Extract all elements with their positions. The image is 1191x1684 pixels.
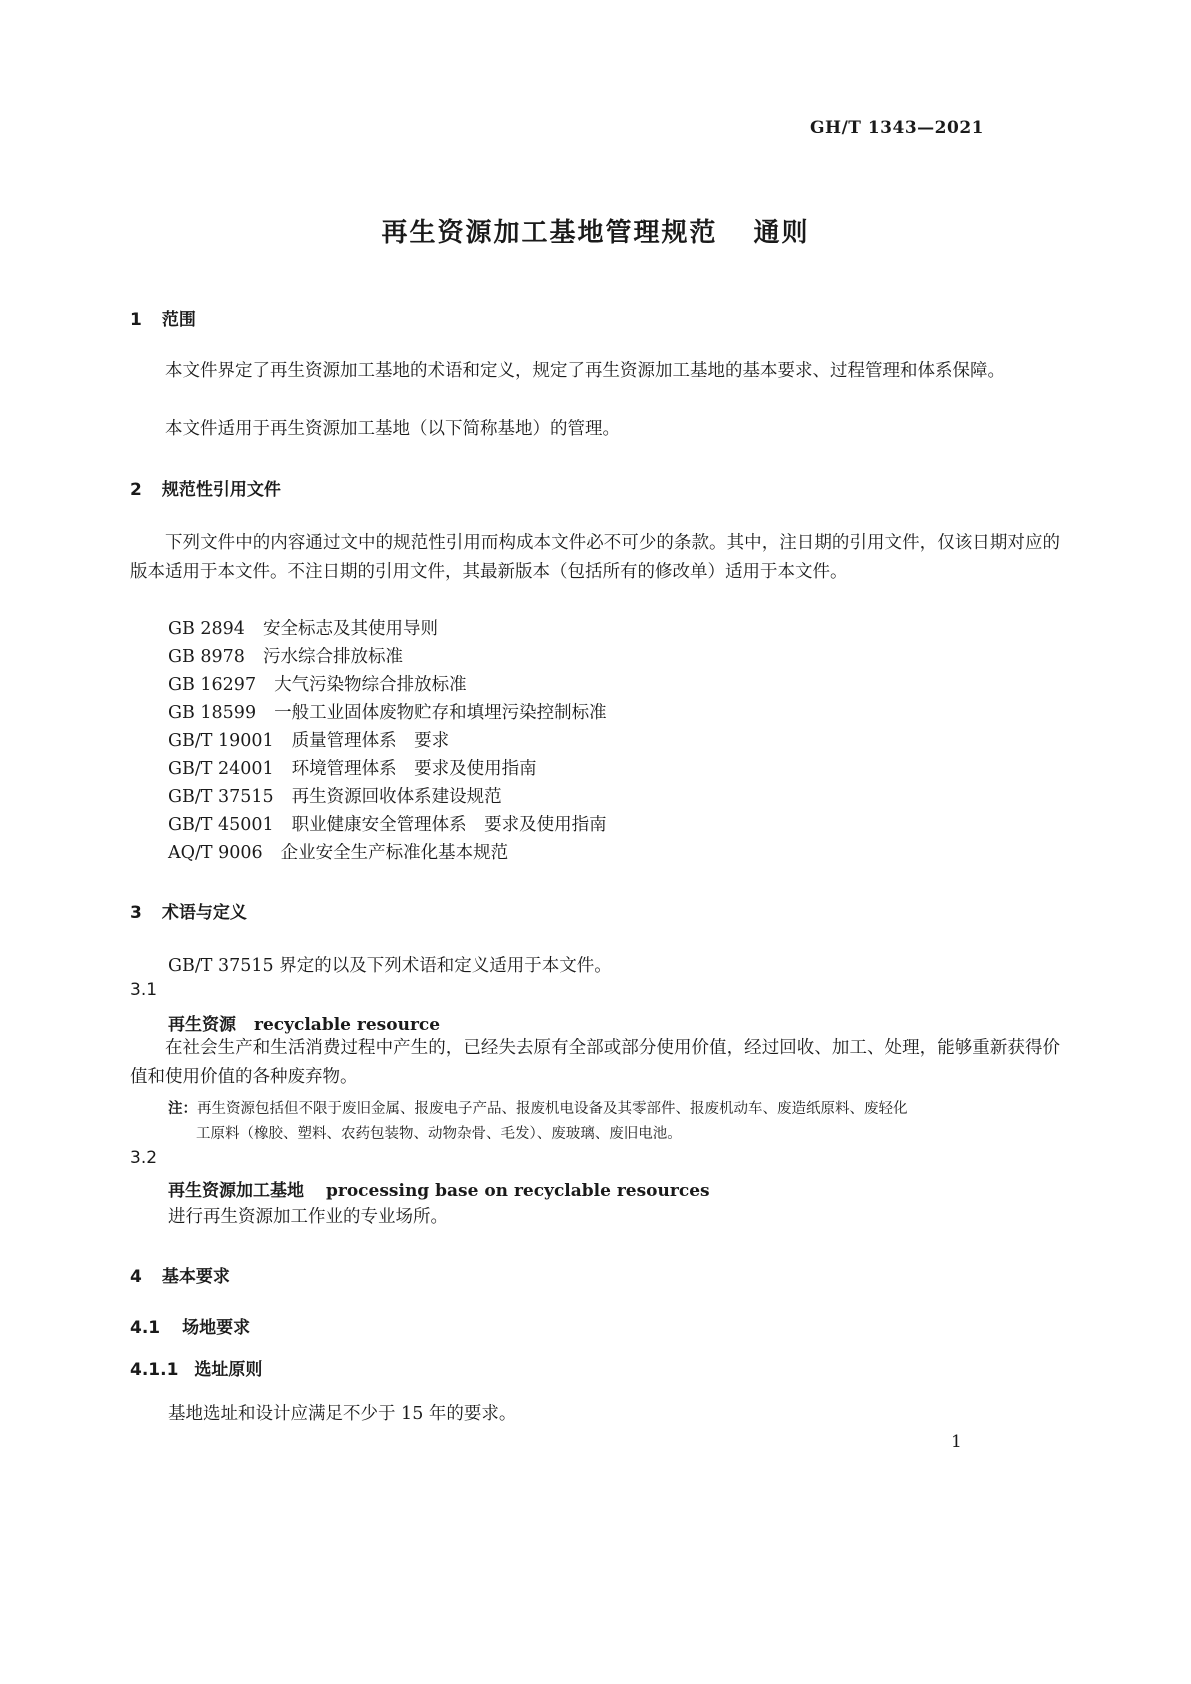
reference-item <box>168 643 403 668</box>
note-label: 注： <box>168 1101 197 1117</box>
term-number: 3.2 <box>130 1148 158 1168</box>
reference-title: 环境管理体系 要求及使用指南 <box>291 759 537 779</box>
section-title: 术语与定义 <box>161 903 247 923</box>
term-en: processing base on recyclable resources <box>326 1181 710 1201</box>
section-number: 3 <box>130 903 142 923</box>
reference-title: 企业安全生产标准化基本规范 <box>280 843 509 863</box>
reference-item <box>168 783 502 808</box>
paragraph: 本文件适用于再生资源加工基地（以下简称基地）的管理。 <box>165 419 620 439</box>
paragraph: 基地选址和设计应满足不少于 15 年的要求。 <box>168 1404 517 1424</box>
term-heading <box>168 1010 440 1035</box>
subsection-4-1-1-heading <box>130 1355 262 1380</box>
section-number: 2 <box>130 480 142 500</box>
reference-title: 大气污染物综合排放标准 <box>274 675 467 695</box>
reference-code: GB/T 37515 <box>168 787 274 807</box>
reference-code: GB 2894 <box>168 619 245 639</box>
paragraph: 本文件界定了再生资源加工基地的术语和定义，规定了再生资源加工基地的基本要求、过程管理和体系保障。 <box>165 361 1005 381</box>
paragraph: 下列文件中的内容通过文中的规范性引用而构成本文件必不可少的条款。其中，注日期的引用文件，仅该日期对应的版本适用于本文件。不注日期的引用文件，其最新版本（包括所有的修改单）适用于本文件。 <box>130 533 1060 582</box>
page-number: 1 <box>951 1432 962 1452</box>
reference-code: GB 18599 <box>168 703 257 723</box>
note-line <box>168 1097 908 1118</box>
note-line: 工原料（橡胶、塑料、农药包装物、动物杂骨、毛发）、废玻璃、废旧电池。 <box>196 1126 682 1142</box>
title-main: 再生资源加工基地管理规范 <box>381 218 718 248</box>
section-3-heading <box>130 898 247 923</box>
term-zh: 再生资源加工基地 <box>168 1181 304 1201</box>
term-en: recyclable resource <box>254 1015 441 1035</box>
section-title: 范围 <box>161 310 196 330</box>
reference-item <box>168 699 607 724</box>
section-title: 选址原则 <box>194 1360 263 1380</box>
reference-item <box>168 671 467 696</box>
reference-item <box>168 811 607 836</box>
term-number: 3.1 <box>130 980 158 1000</box>
subsection-4-1-heading <box>130 1313 250 1338</box>
section-title: 场地要求 <box>182 1318 251 1338</box>
term-zh: 再生资源 <box>168 1015 236 1035</box>
reference-code: GB 8978 <box>168 647 245 667</box>
reference-item <box>168 615 438 640</box>
section-title: 规范性引用文件 <box>161 480 281 500</box>
section-title: 基本要求 <box>161 1267 230 1287</box>
section-number: 4 <box>130 1267 142 1287</box>
reference-title: 质量管理体系 要求 <box>291 731 450 751</box>
section-number: 4.1.1 <box>130 1360 179 1380</box>
term-definition: 进行再生资源加工作业的专业场所。 <box>168 1207 448 1227</box>
term-heading <box>168 1176 710 1201</box>
section-4-heading <box>130 1262 230 1287</box>
terms-intro: GB/T 37515 界定的以及下列术语和定义适用于本文件。 <box>168 956 612 976</box>
reference-code: GB 16297 <box>168 675 257 695</box>
section-number: 4.1 <box>130 1318 161 1338</box>
section-1-heading <box>130 305 196 330</box>
reference-code: GB/T 24001 <box>168 759 274 779</box>
term-definition: 在社会生产和生活消费过程中产生的，已经失去原有全部或部分使用价值，经过回收、加工、处理，能够重新获得价值和使用价值的各种废弃物。 <box>130 1038 1060 1087</box>
reference-code: GB/T 45001 <box>168 815 274 835</box>
reference-item <box>168 727 449 752</box>
reference-code: AQ/T 9006 <box>168 843 263 863</box>
reference-title: 一般工业固体废物贮存和填埋污染控制标准 <box>274 703 607 723</box>
section-2-heading <box>130 475 281 500</box>
standard-code: GH/T 1343—2021 <box>810 118 984 138</box>
reference-item <box>168 755 537 780</box>
note-text: 再生资源包括但不限于废旧金属、报废电子产品、报废机电设备及其零部件、报废机动车、废造纸原料、废轻化 <box>197 1101 908 1117</box>
reference-title: 职业健康安全管理体系 要求及使用指南 <box>291 815 607 835</box>
reference-title: 安全标志及其使用导则 <box>262 619 438 639</box>
document-title <box>0 212 1191 249</box>
title-sub: 通则 <box>753 218 810 248</box>
section-number: 1 <box>130 310 142 330</box>
reference-title: 再生资源回收体系建设规范 <box>291 787 502 807</box>
reference-title: 污水综合排放标准 <box>262 647 403 667</box>
reference-item <box>168 839 508 864</box>
reference-code: GB/T 19001 <box>168 731 274 751</box>
